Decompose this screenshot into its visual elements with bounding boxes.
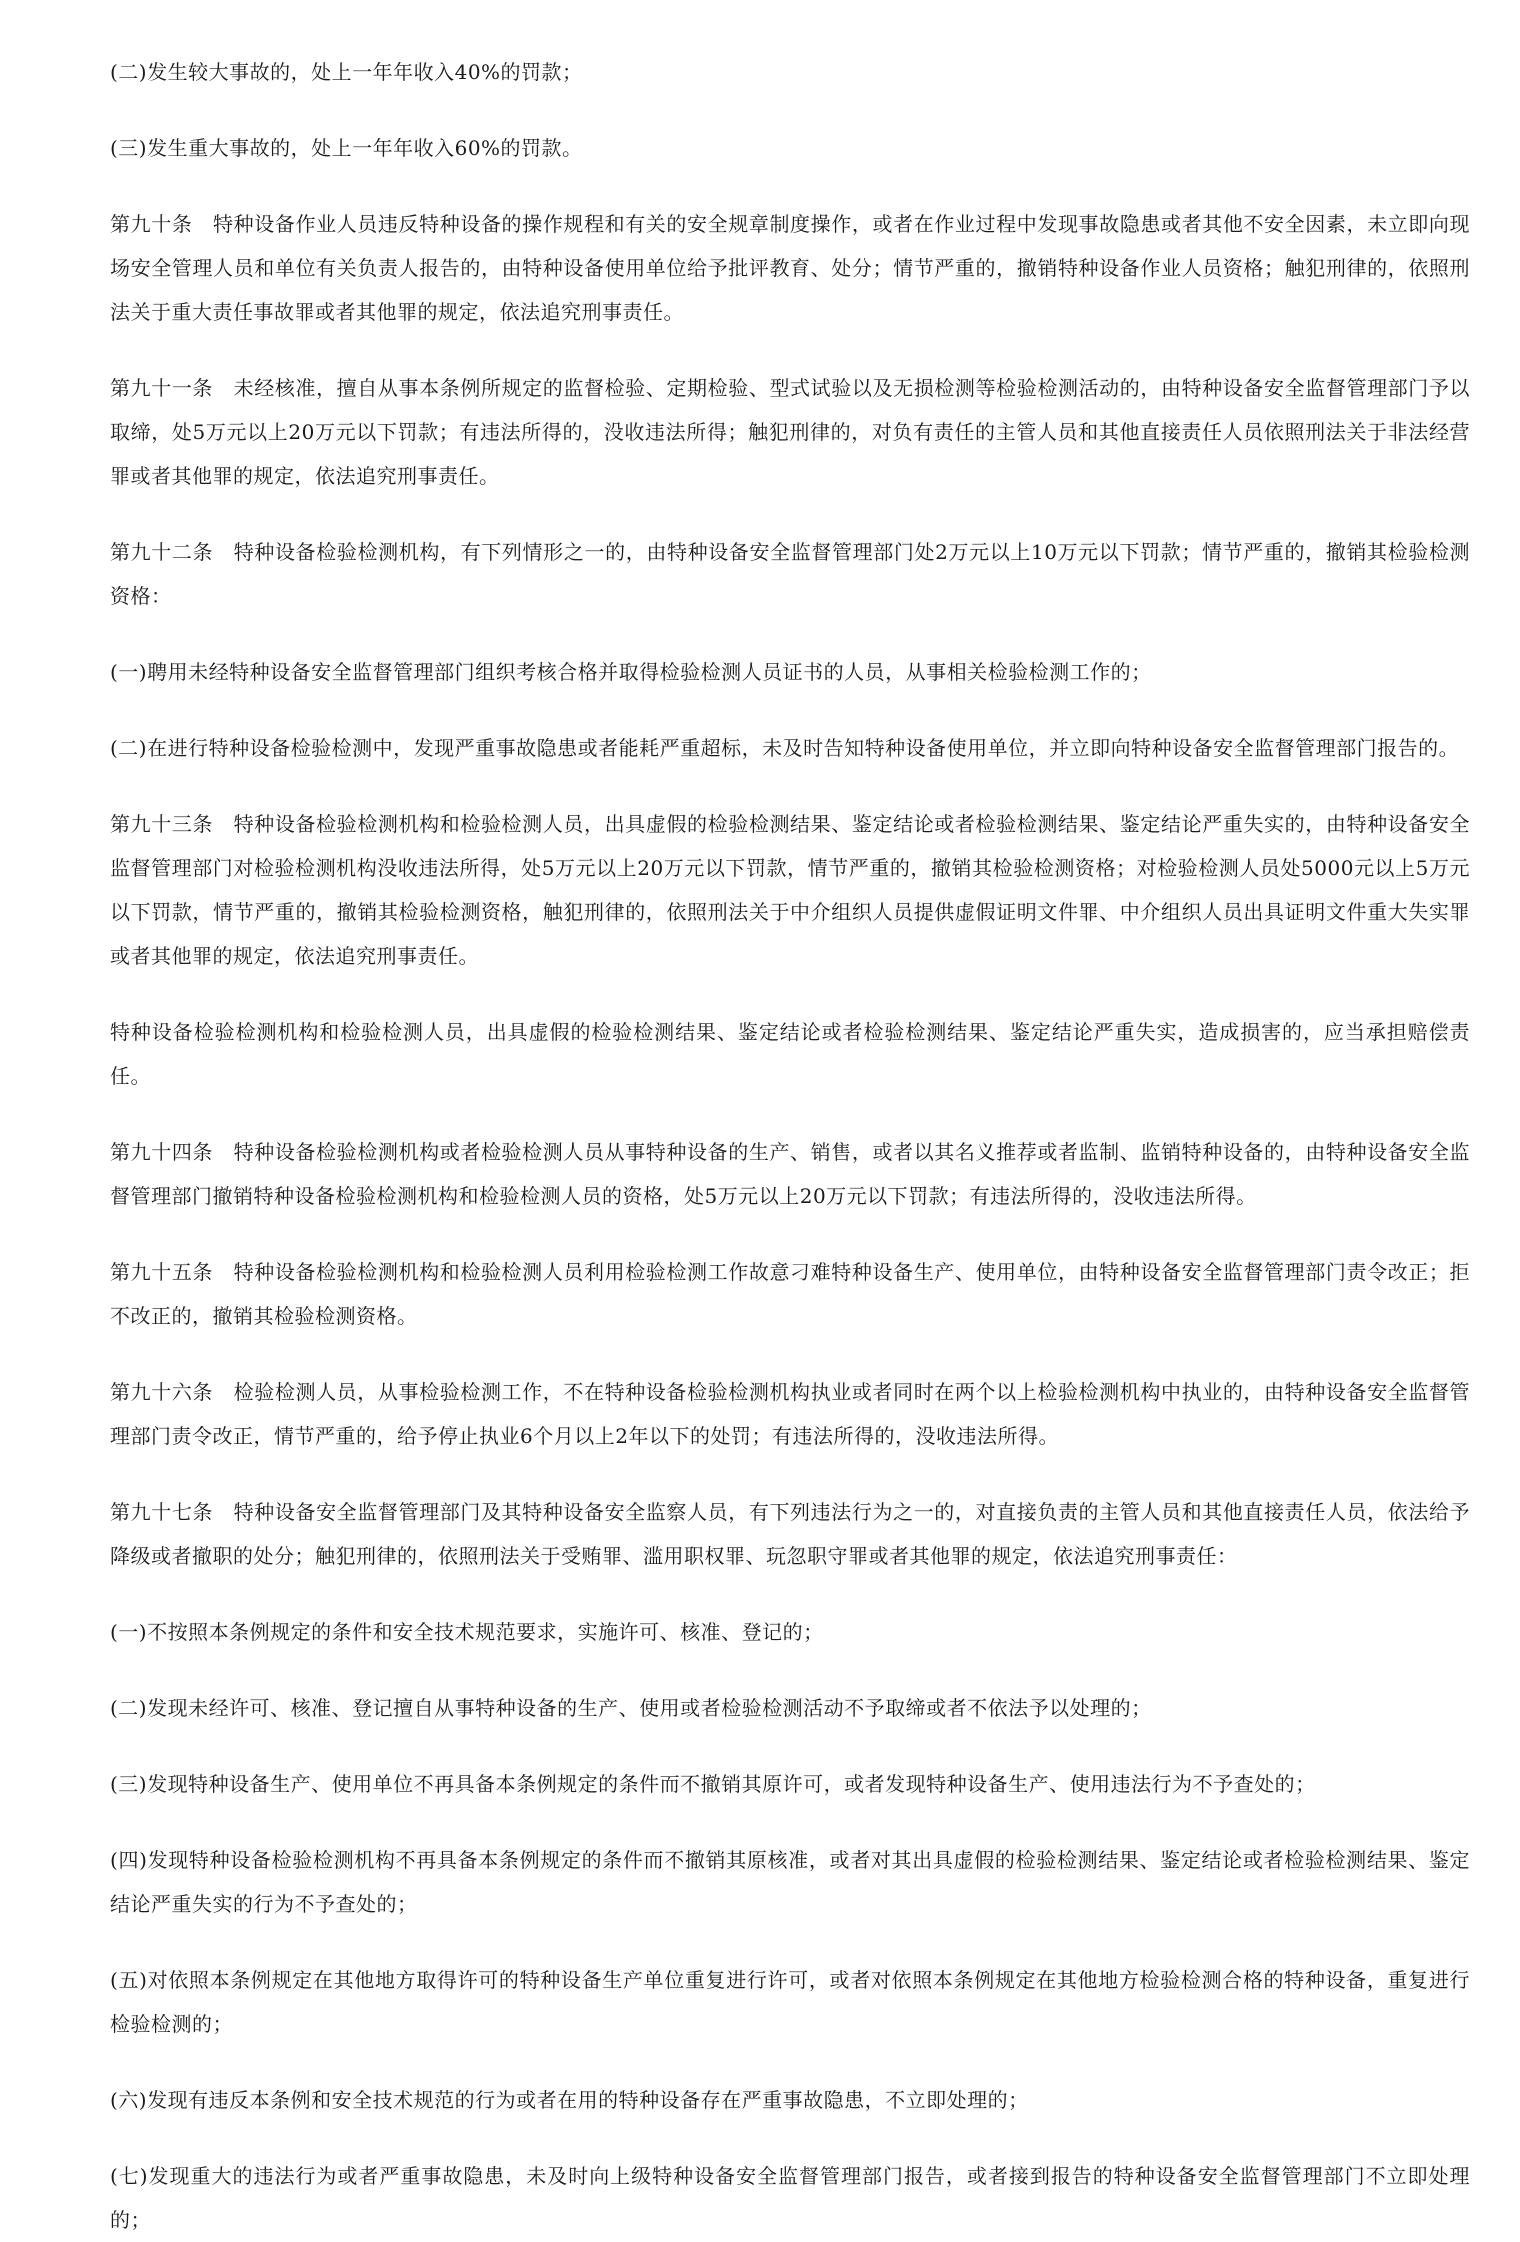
document-body [0, 50, 1470, 2242]
article-97-item-4: (四)发现特种设备检验检测机构不再具备本条例规定的条件而不撤销其原核准，或者对其出具虚假的检验检测结果、鉴定结论或者检验检测结果、鉴定结论严重失实的行为不予查处的； [110, 1848, 1470, 1916]
article-97-item-2: (二)发现未经许可、核准、登记擅自从事特种设备的生产、使用或者检验检测活动不予取缔或者不依法予以处理的； [110, 1696, 1152, 1720]
article-93-liability: 特种设备检验检测机构和检验检测人员，出具虚假的检验检测结果、鉴定结论或者检验检测结果、鉴定结论严重失实，造成损害的，应当承担赔偿责任。 [110, 1020, 1470, 1088]
article-92: 第九十二条 特种设备检验检测机构，有下列情形之一的，由特种设备安全监督管理部门处2万元以上10万元以下罚款；情节严重的，撤销其检验检测资格： [110, 540, 1470, 608]
article-90: 第九十条 特种设备作业人员违反特种设备的操作规程和有关的安全规章制度操作，或者在作业过程中发现事故隐患或者其他不安全因素，未立即向现场安全管理人员和单位有关负责人报告的，由特种设备使用单位给予批评教育、处分；情节严重的，撤销特种设备作业人员资格；触犯刑律的，依照刑法关于重大责任事故罪或者其他罪的规定，依法追究刑事责任。 [110, 212, 1470, 324]
article-92-item-1: (一)聘用未经特种设备安全监督管理部门组织考核合格并取得检验检测人员证书的人员，从事相关检验检测工作的； [110, 660, 1152, 684]
article-94: 第九十四条 特种设备检验检测机构或者检验检测人员从事特种设备的生产、销售，或者以其名义推荐或者监制、监销特种设备的，由特种设备安全监督管理部门撤销特种设备检验检测机构和检验检测人员的资格，处5万元以上20万元以下罚款；有违法所得的，没收违法所得。 [110, 1140, 1470, 1208]
article-92-item-2: (二)在进行特种设备检验检测中，发现严重事故隐患或者能耗严重超标，未及时告知特种设备使用单位，并立即向特种设备安全监督管理部门报告的。 [110, 736, 1460, 760]
item-2-larger-accident: (二)发生较大事故的，处上一年年收入40%的罚款； [110, 60, 583, 84]
article-95: 第九十五条 特种设备检验检测机构和检验检测人员利用检验检测工作故意刁难特种设备生产、使用单位，由特种设备安全监督管理部门责令改正；拒不改正的，撤销其检验检测资格。 [110, 1260, 1470, 1328]
article-91: 第九十一条 未经核准，擅自从事本条例所规定的监督检验、定期检验、型式试验以及无损检测等检验检测活动的，由特种设备安全监督管理部门予以取缔，处5万元以上20万元以下罚款；有违法所得的，没收违法所得；触犯刑律的，对负有责任的主管人员和其他直接责任人员依照刑法关于非法经营罪或者其他罪的规定，依法追究刑事责任。 [110, 376, 1470, 488]
article-93: 第九十三条 特种设备检验检测机构和检验检测人员，出具虚假的检验检测结果、鉴定结论或者检验检测结果、鉴定结论严重失实的，由特种设备安全监督管理部门对检验检测机构没收违法所得，处5万元以上20万元以下罚款，情节严重的，撤销其检验检测资格；对检验检测人员处5000元以上5万元以下罚款，情节严重的，撤销其检验检测资格，触犯刑律的，依照刑法关于中介组织人员提供虚假证明文件罪、中介组织人员出具证明文件重大失实罪或者其他罪的规定，依法追究刑事责任。 [110, 812, 1470, 968]
article-97-item-1: (一)不按照本条例规定的条件和安全技术规范要求，实施许可、核准、登记的； [110, 1620, 824, 1644]
item-3-major-accident: (三)发生重大事故的，处上一年年收入60%的罚款。 [110, 136, 583, 160]
article-96: 第九十六条 检验检测人员，从事检验检测工作，不在特种设备检验检测机构执业或者同时在两个以上检验检测机构中执业的，由特种设备安全监督管理部门责令改正，情节严重的，给予停止执业6个月以上2年以下的处罚；有违法所得的，没收违法所得。 [110, 1380, 1470, 1448]
article-97-item-3: (三)发现特种设备生产、使用单位不再具备本条例规定的条件而不撤销其原许可，或者发现特种设备生产、使用违法行为不予查处的； [110, 1772, 1316, 1796]
article-97: 第九十七条 特种设备安全监督管理部门及其特种设备安全监察人员，有下列违法行为之一的，对直接负责的主管人员和其他直接责任人员，依法给予降级或者撤职的处分；触犯刑律的，依照刑法关于受贿罪、滥用职权罪、玩忽职守罪或者其他罪的规定，依法追究刑事责任： [110, 1500, 1470, 1568]
article-97-item-6: (六)发现有违反本条例和安全技术规范的行为或者在用的特种设备存在严重事故隐患，不立即处理的； [110, 2088, 1029, 2112]
article-97-item-5: (五)对依照本条例规定在其他地方取得许可的特种设备生产单位重复进行许可，或者对依照本条例规定在其他地方检验检测合格的特种设备，重复进行检验检测的； [110, 1968, 1470, 2036]
article-97-item-7: (七)发现重大的违法行为或者严重事故隐患，未及时向上级特种设备安全监督管理部门报告，或者接到报告的特种设备安全监督管理部门不立即处理的； [110, 2164, 1470, 2232]
